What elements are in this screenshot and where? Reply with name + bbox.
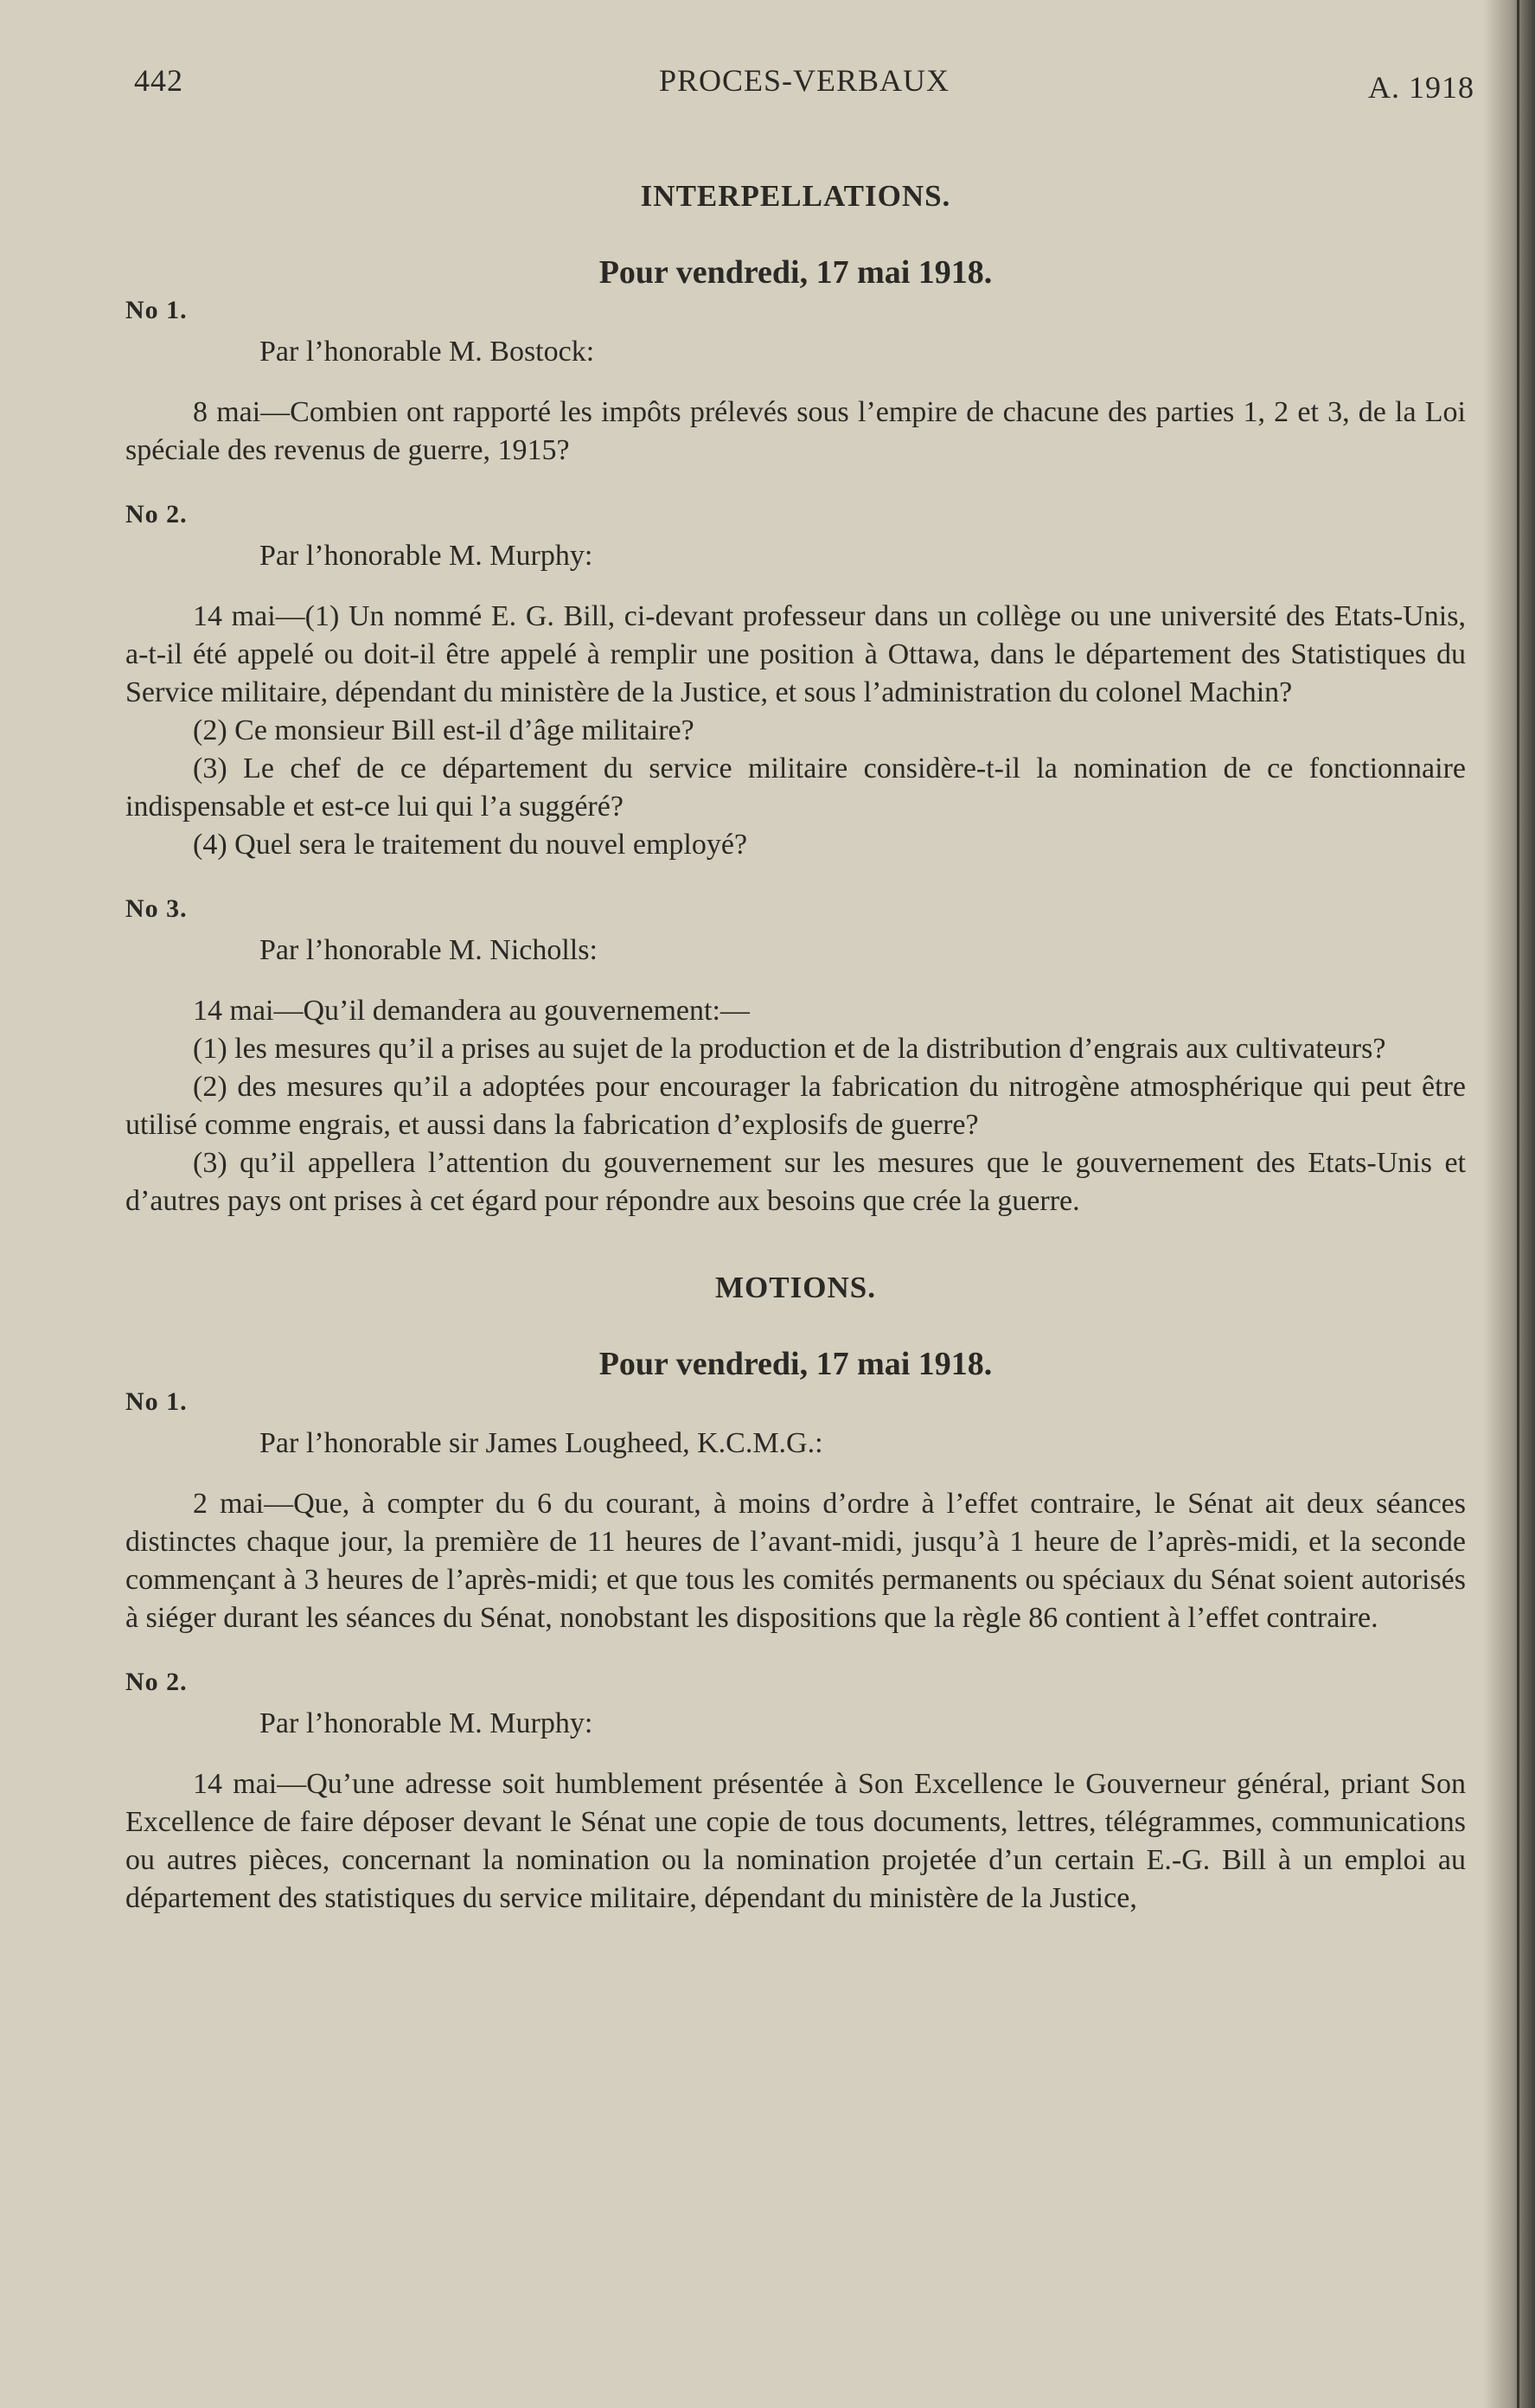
item-number: No 1.	[125, 296, 188, 324]
section-title-motions: MOTIONS.	[715, 1271, 876, 1304]
section-date: Pour vendredi, 17 mai 1918.	[598, 254, 993, 291]
item-author: Par l’honorable M. Bostock:	[259, 336, 595, 368]
item-number: No 2.	[125, 1668, 188, 1696]
item-paragraph: 14 mai—Qu’une adresse soit humblement présentée à Son Excellence le Gouverneur général, priant Son Excellence de faire déposer devant le Sénat une copie de tous documents, lettres, télégrammes, communications ou autres pièces, concernant la nomination ou la nomination projetée d’un certain E.-G. Bill à un emploi au département des statistiques du service militaire, dépendant du ministère de la Justice,	[125, 1768, 1466, 1914]
binding-edge	[1517, 0, 1519, 2408]
item-author: Par l’honorable sir James Lougheed, K.C.M.G.:	[259, 1427, 823, 1459]
section-title-interpellations: INTERPELLATIONS.	[640, 179, 951, 213]
page-edge-shadow	[1483, 0, 1535, 2408]
item-paragraph: (3) qu’il appellera l’attention du gouvernement sur les mesures que le gouvernement des Etats-Unis et d’autres pays ont prises à cet égard pour répondre aux besoins que crée la guerre.	[125, 1147, 1466, 1217]
running-year: A. 1918	[1368, 70, 1474, 105]
item-paragraph: (2) Ce monsieur Bill est-il d’âge militaire?	[193, 714, 694, 746]
item-author: Par l’honorable M. Murphy:	[259, 540, 593, 572]
item-number: No 2.	[125, 500, 188, 528]
item-paragraph: (1) les mesures qu’il a prises au sujet de la production et de la distribution d’engrais aux cultivateurs?	[193, 1033, 1386, 1065]
item-number: No 1.	[125, 1387, 188, 1416]
item-paragraph: (2) des mesures qu’il a adoptées pour encourager la fabrication du nitrogène atmosphérique qui peut être utilisé comme engrais, et aussi dans la fabrication d’explosifs de guerre?	[125, 1071, 1466, 1141]
item-paragraph: 14 mai—Qu’il demandera au gouvernement:—	[193, 995, 750, 1027]
item-paragraph: 2 mai—Que, à compter du 6 du courant, à moins d’ordre à l’effet contraire, le Sénat ait deux séances distinctes chaque jour, la première de 11 heures de l’avant-midi, jusqu’à 1 heure de l’après-midi, et la seconde commençant à 3 heures de l’après-midi; et que tous les comités permanents ou spéciaux du Sénat soient autorisés à siéger durant les séances du Sénat, nonobstant les dispositions que la règle 86 contient à l’effet contraire.	[125, 1488, 1466, 1634]
item-author: Par l’honorable M. Murphy:	[259, 1707, 593, 1739]
item-paragraph: 14 mai—(1) Un nommé E. G. Bill, ci-devant professeur dans un collège ou une université des Etats-Unis, a-t-il été appelé ou doit-il être appelé à remplir une position à Ottawa, dans le département des Statistiques du Service militaire, dépendant du ministère de la Justice, et sous l’administration du colonel Machin?	[125, 600, 1466, 708]
item-paragraph: (4) Quel sera le traitement du nouvel employé?	[193, 829, 748, 861]
item-author: Par l’honorable M. Nicholls:	[259, 934, 598, 966]
page-number: 442	[134, 63, 183, 98]
item-paragraph: 8 mai—Combien ont rapporté les impôts prélevés sous l’empire de chacune des parties 1, 2 et 3, de la Loi spéciale des revenus de guerre, 1915?	[125, 396, 1466, 466]
page-body	[125, 177, 1466, 1918]
item-number: No 3.	[125, 894, 188, 923]
running-head	[134, 62, 1474, 106]
running-title: PROCES-VERBAUX	[658, 63, 950, 98]
item-paragraph: (3) Le chef de ce département du service militaire considère-t-il la nomination de ce fonctionnaire indispensable et est-ce lui qui l’a suggéré?	[125, 752, 1466, 823]
section-date: Pour vendredi, 17 mai 1918.	[598, 1346, 993, 1382]
